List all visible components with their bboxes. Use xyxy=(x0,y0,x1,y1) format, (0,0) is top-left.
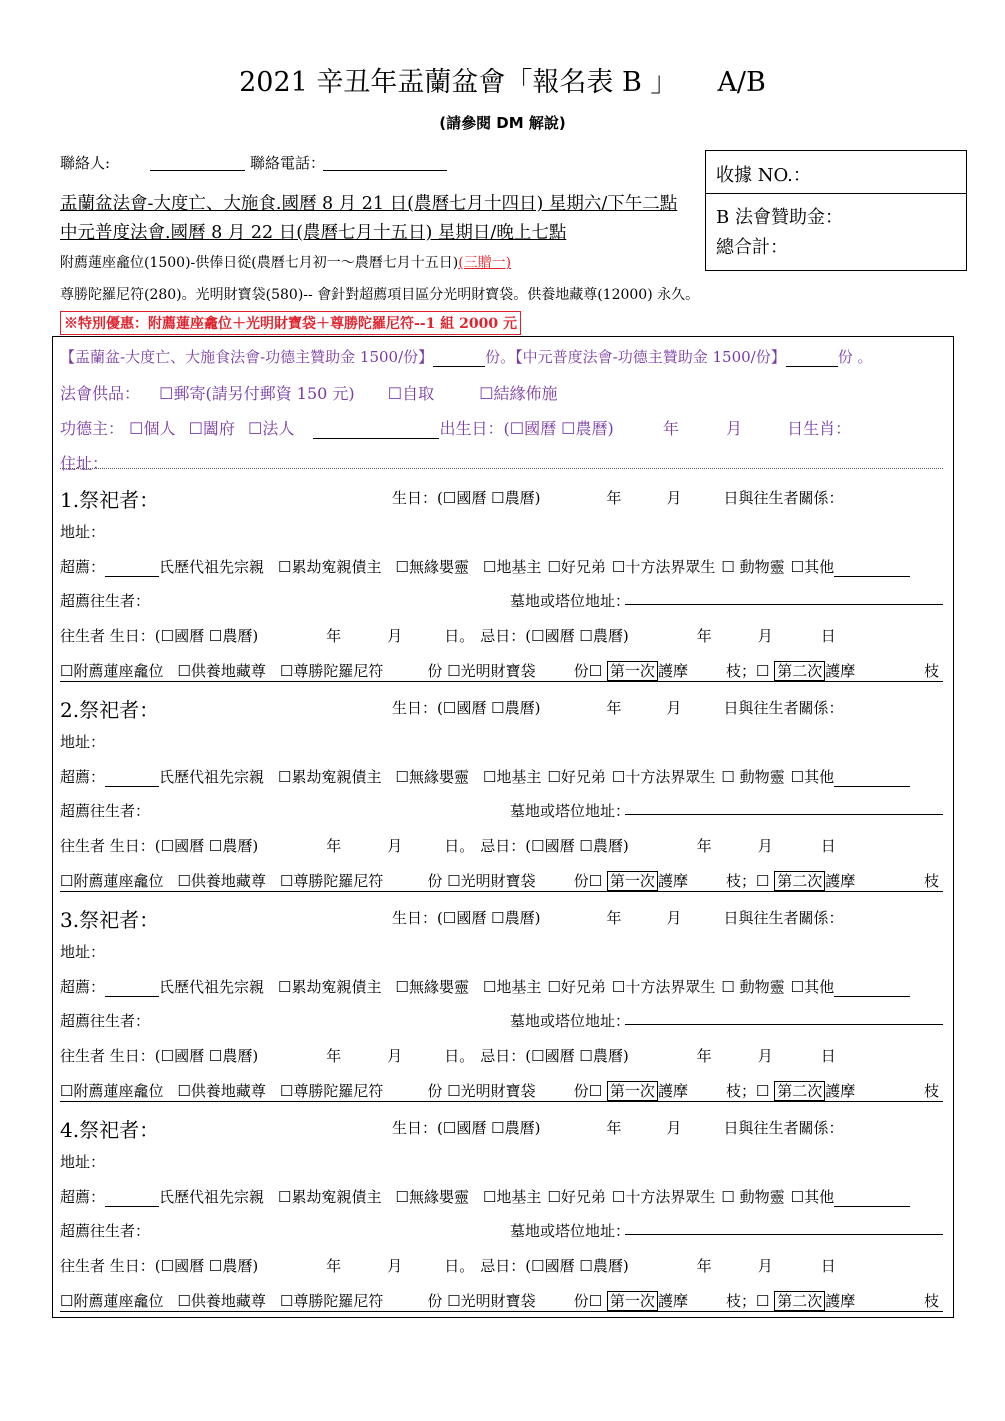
donor-row: 功德主： ☐ 個人 ☐ 闔府 ☐ 法人 出生日：(☐ 國曆 ☐ 農曆) 年 月 日生肖： xyxy=(60,416,851,439)
checkbox-icon xyxy=(491,1119,504,1137)
lunar-calendar-option[interactable]: ☐ 農曆 xyxy=(579,837,622,855)
receipt-amount-cell[interactable] xyxy=(705,193,967,271)
checkbox-icon xyxy=(278,1188,291,1206)
option-other[interactable]: ☐ 其他 xyxy=(791,1188,834,1206)
lunar-calendar-option[interactable]: ☐ 農曆 xyxy=(491,489,534,507)
checkbox-icon xyxy=(579,1257,592,1275)
option-infant-spirits[interactable]: ☐ 無緣嬰靈 xyxy=(396,768,469,786)
items-row: ☐ 附薦蓮座龕位☐ 供養地藏尊☐ 尊勝陀羅尼符 份 ☐ 光明財寶袋 份☐ 第一次 護摩 枝；☐ 第二次 護摩 枝 xyxy=(60,1080,943,1102)
checkbox-icon xyxy=(443,1119,456,1137)
relation-label: 日與往生者關係： xyxy=(723,489,844,507)
checkbox-icon xyxy=(721,768,734,786)
checkbox-icon xyxy=(447,872,460,890)
section-number: 4. xyxy=(60,1118,80,1142)
items-row: ☐ 附薦蓮座龕位☐ 供養地藏尊☐ 尊勝陀羅尼符 份 ☐ 光明財寶袋 份☐ 第一次 護摩 枝；☐ 第二次 護摩 枝 xyxy=(60,1290,943,1312)
checkbox-icon xyxy=(579,837,592,855)
sacrificer-header xyxy=(60,694,159,723)
sacrificer-birth-row: 生日：(☐ 國曆 ☐ 農曆) 年 月 日與往生者關係： xyxy=(392,907,843,928)
option-animal-spirits[interactable]: ☐ 動物靈 xyxy=(721,978,784,996)
option-all-beings[interactable]: ☐ 十方法界眾生 xyxy=(612,978,715,996)
sacrificer-address-label: 地址： xyxy=(60,943,106,961)
checkbox-icon xyxy=(159,384,173,403)
checkbox-icon xyxy=(491,699,504,717)
option-all-beings[interactable]: ☐ 十方法界眾生 xyxy=(612,1188,715,1206)
donor-month-label: 月 xyxy=(725,419,742,438)
checkbox-icon xyxy=(177,1292,190,1310)
solar-calendar-option[interactable]: ☐ 國曆 xyxy=(443,699,486,717)
sacrificer-header xyxy=(60,1114,159,1143)
checkbox-icon xyxy=(483,1188,496,1206)
option-karmic-creditors[interactable]: ☐ 累劫寃親債主 xyxy=(278,558,381,576)
solar-calendar-option[interactable]: ☐ 國曆 xyxy=(161,837,204,855)
option-karmic-creditors[interactable]: ☐ 累劫寃親債主 xyxy=(278,768,381,786)
solar-calendar-option[interactable]: ☐ 國曆 xyxy=(531,837,574,855)
deceased-dates-row: 往生者 生日：(☐ 國曆 ☐ 農曆) 年 月 日。 忌日：(☐ 國曆 ☐ 農曆) 年 月 日 xyxy=(60,625,836,646)
section-number: 2. xyxy=(60,698,80,722)
checkbox-icon[interactable] xyxy=(589,872,602,890)
option-land-lord[interactable]: ☐ 地基主 xyxy=(483,768,541,786)
checkbox-icon xyxy=(561,419,575,438)
donor-label: 功德主： xyxy=(60,419,125,438)
sacrificer-address-label: 地址： xyxy=(60,1153,106,1171)
item-dharani-talisman[interactable]: ☐ 尊勝陀羅尼符 xyxy=(280,1292,383,1310)
contact-phone-label: 聯絡電話： xyxy=(250,154,326,172)
relation-label: 日與往生者關係： xyxy=(723,699,844,717)
checkbox-icon xyxy=(280,662,293,680)
option-other[interactable]: ☐ 其他 xyxy=(791,978,834,996)
chaojian-row: 超薦： 氏歷代祖先宗親☐ 累劫寃親債主☐ 無緣嬰靈☐ 地基主☐ 好兄弟☐ 十方法界眾生☐ 動物靈☐ 其他 xyxy=(60,766,910,787)
checkbox-icon xyxy=(531,1047,544,1065)
checkbox-icon xyxy=(483,558,496,576)
option-other[interactable]: ☐ 其他 xyxy=(791,558,834,576)
item-lotus-seat[interactable]: ☐ 附薦蓮座龕位 xyxy=(60,1292,163,1310)
second-homa-label: 第二次 xyxy=(774,871,825,891)
death-date-label: 忌日：( xyxy=(480,837,532,855)
checkbox-icon xyxy=(447,662,460,680)
checkbox-icon xyxy=(278,768,291,786)
note-lotus-text: 附薦蓮座龕位(1500)-供俸日從(農曆七月初一～農曆七月十五日) xyxy=(60,255,459,271)
receipt-total-label: 總合計： xyxy=(716,237,788,258)
note-items: 尊勝陀羅尼符(280)。光明財寶袋(580)-- 會針對超薦項目區分光明財寶袋。供養地藏尊(12000) 永久。 xyxy=(60,287,700,303)
checkbox-icon xyxy=(547,768,560,786)
checkbox-icon xyxy=(161,1047,174,1065)
contact-person-label: 聯絡人: xyxy=(60,154,111,172)
sacrificer-address-label: 地址： xyxy=(60,523,106,541)
item-lotus-seat[interactable]: ☐ 附薦蓮座龕位 xyxy=(60,1082,163,1100)
sacrificer-header xyxy=(60,904,159,933)
item-treasure-bag[interactable]: ☐ 光明財寶袋 xyxy=(447,872,535,890)
checkbox-icon xyxy=(491,909,504,927)
items-row: ☐ 附薦蓮座龕位☐ 供養地藏尊☐ 尊勝陀羅尼符 份 ☐ 光明財寶袋 份☐ 第一次 護摩 枝；☐ 第二次 護摩 枝 xyxy=(60,870,943,892)
lunar-calendar-option[interactable]: ☐ 農曆 xyxy=(491,909,534,927)
tomb-field[interactable] xyxy=(625,604,943,605)
checkbox-icon xyxy=(396,978,409,996)
checkbox-icon xyxy=(189,419,203,438)
donor-individual-option[interactable]: ☐ 個人 xyxy=(129,419,175,438)
checkbox-icon xyxy=(161,1257,174,1275)
deceased-label: 超薦往生者： xyxy=(60,1222,151,1240)
option-good-brothers[interactable]: ☐ 好兄弟 xyxy=(547,768,605,786)
option-good-brothers[interactable]: ☐ 好兄弟 xyxy=(547,978,605,996)
registration-form-box xyxy=(52,336,954,1318)
checkbox-icon xyxy=(60,1292,73,1310)
first-homa-label: 第一次 xyxy=(607,871,658,891)
merit-zhongyuan-label: 份。【中元普度法會-功德主贊助金 1500/份】 xyxy=(485,348,786,366)
checkbox-icon[interactable] xyxy=(756,1292,769,1310)
note-lotus-red: (三贈一) xyxy=(458,255,512,271)
solar-calendar-option[interactable]: ☐ 國曆 xyxy=(443,489,486,507)
sacrificer-birth-row: 生日：(☐ 國曆 ☐ 農曆) 年 月 日與往生者關係： xyxy=(392,697,843,718)
chaojian-row: 超薦： 氏歷代祖先宗親☐ 累劫寃親債主☐ 無緣嬰靈☐ 地基主☐ 好兄弟☐ 十方法界眾生☐ 動物靈☐ 其他 xyxy=(60,976,910,997)
deceased-label: 超薦往生者： xyxy=(60,802,151,820)
checkbox-icon xyxy=(483,978,496,996)
lunar-calendar-option[interactable]: ☐ 農曆 xyxy=(579,1257,622,1275)
deceased-dates-row: 往生者 生日：(☐ 國曆 ☐ 農曆) 年 月 日。 忌日：(☐ 國曆 ☐ 農曆) 年 月 日 xyxy=(60,1255,836,1276)
item-treasure-bag[interactable]: ☐ 光明財寶袋 xyxy=(447,1292,535,1310)
donor-year-label: 年 xyxy=(662,419,679,438)
checkbox-icon xyxy=(209,627,222,645)
checkbox-icon xyxy=(396,1188,409,1206)
donor-solar-option[interactable]: ☐ 國曆 xyxy=(510,419,556,438)
tomb-label: 墓地或塔位地址： xyxy=(510,1012,631,1030)
tomb-label: 墓地或塔位地址： xyxy=(510,802,631,820)
checkbox-icon xyxy=(579,627,592,645)
checkbox-icon xyxy=(547,1188,560,1206)
item-lotus-seat[interactable]: ☐ 附薦蓮座龕位 xyxy=(60,872,163,890)
option-infant-spirits[interactable]: ☐ 無緣嬰靈 xyxy=(396,978,469,996)
lunar-calendar-option[interactable]: ☐ 農曆 xyxy=(491,1119,534,1137)
checkbox-icon xyxy=(483,768,496,786)
checkbox-icon xyxy=(491,489,504,507)
item-ksitigarbha[interactable]: ☐ 供養地藏尊 xyxy=(177,662,265,680)
checkbox-icon xyxy=(443,909,456,927)
checkbox-icon xyxy=(579,1047,592,1065)
option-all-beings[interactable]: ☐ 十方法界眾生 xyxy=(612,558,715,576)
checkbox-icon xyxy=(791,1188,804,1206)
receipt-no-label: 收據 NO.： xyxy=(716,165,811,186)
item-ksitigarbha[interactable]: ☐ 供養地藏尊 xyxy=(177,872,265,890)
deceased-dates-row: 往生者 生日：(☐ 國曆 ☐ 農曆) 年 月 日。 忌日：(☐ 國曆 ☐ 農曆) 年 月 日 xyxy=(60,835,836,856)
checkbox-icon xyxy=(443,699,456,717)
sacrificer-birth-row: 生日：(☐ 國曆 ☐ 農曆) 年 月 日與往生者關係： xyxy=(392,1117,843,1138)
sacrificer-birth-row: 生日：(☐ 國曆 ☐ 農曆) 年 月 日與往生者關係： xyxy=(392,487,843,508)
other-field[interactable] xyxy=(834,996,910,997)
surname-field[interactable] xyxy=(105,576,159,577)
checkbox-icon xyxy=(447,1292,460,1310)
checkbox-icon xyxy=(177,1082,190,1100)
item-treasure-bag[interactable]: ☐ 光明財寶袋 xyxy=(447,662,535,680)
deceased-label: 超薦往生者： xyxy=(60,1012,151,1030)
sacrificer-label: 祭祀者： xyxy=(79,1118,160,1142)
offering-self-pickup-option[interactable]: ☐ 自取 xyxy=(388,384,434,403)
checkbox-icon xyxy=(612,1188,625,1206)
first-homa-label: 第一次 xyxy=(607,1291,658,1311)
chaojian-row: 超薦： 氏歷代祖先宗親☐ 累劫寃親債主☐ 無緣嬰靈☐ 地基主☐ 好兄弟☐ 十方法界眾生☐ 動物靈☐ 其他 xyxy=(60,556,910,577)
checkbox-icon xyxy=(60,1082,73,1100)
death-date-label: 忌日：( xyxy=(480,1047,532,1065)
sacrificer-address-label: 地址： xyxy=(60,733,106,751)
checkbox-icon xyxy=(161,627,174,645)
checkbox-icon xyxy=(129,419,143,438)
item-ksitigarbha[interactable]: ☐ 供養地藏尊 xyxy=(177,1082,265,1100)
page-title xyxy=(0,60,1005,99)
special-offer: ※特別優惠：附薦蓮座龕位＋光明財寶袋＋尊勝陀羅尼符--1 組 2000 元 xyxy=(60,311,521,335)
donor-birth-label: 出生日：( xyxy=(439,419,510,438)
merit-donation-row xyxy=(60,346,873,367)
section-number: 3. xyxy=(60,908,80,932)
option-animal-spirits[interactable]: ☐ 動物靈 xyxy=(721,768,784,786)
checkbox-icon xyxy=(612,978,625,996)
second-homa-label: 第二次 xyxy=(774,1291,825,1311)
first-homa-label: 第一次 xyxy=(607,1081,658,1101)
option-infant-spirits[interactable]: ☐ 無緣嬰靈 xyxy=(396,558,469,576)
checkbox-icon xyxy=(209,837,222,855)
tomb-label: 墓地或塔位地址： xyxy=(510,592,631,610)
option-animal-spirits[interactable]: ☐ 動物靈 xyxy=(721,1188,784,1206)
option-land-lord[interactable]: ☐ 地基主 xyxy=(483,558,541,576)
chaojian-row: 超薦： 氏歷代祖先宗親☐ 累劫寃親債主☐ 無緣嬰靈☐ 地基主☐ 好兄弟☐ 十方法界眾生☐ 動物靈☐ 其他 xyxy=(60,1186,910,1207)
item-dharani-talisman[interactable]: ☐ 尊勝陀羅尼符 xyxy=(280,1082,383,1100)
checkbox-icon xyxy=(60,662,73,680)
item-dharani-talisman[interactable]: ☐ 尊勝陀羅尼符 xyxy=(280,662,383,680)
lunar-calendar-option[interactable]: ☐ 農曆 xyxy=(579,1047,622,1065)
checkbox-icon xyxy=(280,1082,293,1100)
checkbox-icon xyxy=(209,1257,222,1275)
checkbox-icon xyxy=(443,489,456,507)
lunar-calendar-option[interactable]: ☐ 農曆 xyxy=(209,627,252,645)
checkbox-icon xyxy=(280,1292,293,1310)
sacrificer-label: 祭祀者： xyxy=(79,908,160,932)
donor-address-label: 住址： xyxy=(60,454,109,473)
checkbox-icon xyxy=(791,978,804,996)
item-dharani-talisman[interactable]: ☐ 尊勝陀羅尼符 xyxy=(280,872,383,890)
merit-unit-text: 份 。 xyxy=(837,348,873,366)
other-field[interactable] xyxy=(834,576,910,577)
checkbox-icon xyxy=(547,978,560,996)
surname-field[interactable] xyxy=(105,996,159,997)
checkbox-icon xyxy=(791,768,804,786)
subtitle: (請參閱 DM 解說) xyxy=(439,114,566,132)
checkbox-icon xyxy=(177,662,190,680)
lunar-calendar-option[interactable]: ☐ 農曆 xyxy=(209,1047,252,1065)
item-treasure-bag[interactable]: ☐ 光明財寶袋 xyxy=(447,1082,535,1100)
option-land-lord[interactable]: ☐ 地基主 xyxy=(483,1188,541,1206)
option-karmic-creditors[interactable]: ☐ 累劫寃親債主 xyxy=(278,978,381,996)
checkbox-icon xyxy=(248,419,262,438)
contact-phone-field[interactable] xyxy=(323,170,447,171)
checkbox-icon[interactable] xyxy=(756,1082,769,1100)
second-homa-label: 第二次 xyxy=(774,1081,825,1101)
schedule-line-1: 盂蘭盆法會-大度亡、大施食.國曆 8 月 21 日(農曆七月十四日) 星期六/下午二點 xyxy=(60,194,678,214)
checkbox-icon xyxy=(721,978,734,996)
checkbox-icon xyxy=(60,872,73,890)
tomb-label: 墓地或塔位地址： xyxy=(510,1222,631,1240)
checkbox-icon xyxy=(531,1257,544,1275)
solar-calendar-option[interactable]: ☐ 國曆 xyxy=(443,1119,486,1137)
merit-ullambana-label: 【盂蘭盆-大度亡、大施食法會-功德主贊助金 1500/份】 xyxy=(60,348,434,366)
deceased-label: 超薦往生者： xyxy=(60,592,151,610)
sacrificer-label: 祭祀者： xyxy=(79,698,160,722)
checkbox-icon xyxy=(531,837,544,855)
tomb-field[interactable] xyxy=(625,1234,943,1235)
checkbox-icon xyxy=(278,558,291,576)
option-other[interactable]: ☐ 其他 xyxy=(791,768,834,786)
checkbox-icon xyxy=(161,837,174,855)
donor-corporate-option[interactable]: ☐ 法人 xyxy=(248,419,294,438)
offering-label: 法會供品： xyxy=(60,384,141,403)
solar-calendar-option[interactable]: ☐ 國曆 xyxy=(531,627,574,645)
note-lotus xyxy=(60,252,511,272)
checkbox-icon xyxy=(721,558,734,576)
death-date-label: 忌日：( xyxy=(480,627,532,645)
sacrificer-label: 祭祀者： xyxy=(79,488,160,512)
item-ksitigarbha[interactable]: ☐ 供養地藏尊 xyxy=(177,1292,265,1310)
donor-address-field[interactable] xyxy=(60,468,943,469)
section-number: 1. xyxy=(60,488,80,512)
title-text: 2021 辛丑年盂蘭盆會「報名表 B 」 xyxy=(239,67,678,98)
option-good-brothers[interactable]: ☐ 好兄弟 xyxy=(547,1188,605,1206)
option-infant-spirits[interactable]: ☐ 無緣嬰靈 xyxy=(396,1188,469,1206)
relation-label: 日與往生者關係： xyxy=(723,1119,844,1137)
first-homa-label: 第一次 xyxy=(607,661,658,681)
checkbox-icon xyxy=(177,872,190,890)
offering-row xyxy=(60,381,558,404)
checkbox-icon xyxy=(547,558,560,576)
checkbox-icon xyxy=(209,1047,222,1065)
donor-lunar-option[interactable]: ☐ 農曆 xyxy=(561,419,607,438)
solar-calendar-option[interactable]: ☐ 國曆 xyxy=(161,1047,204,1065)
solar-calendar-option[interactable]: ☐ 國曆 xyxy=(161,627,204,645)
item-lotus-seat[interactable]: ☐ 附薦蓮座龕位 xyxy=(60,662,163,680)
checkbox-icon xyxy=(278,978,291,996)
checkbox-icon[interactable] xyxy=(756,662,769,680)
option-karmic-creditors[interactable]: ☐ 累劫寃親債主 xyxy=(278,1188,381,1206)
solar-calendar-option[interactable]: ☐ 國曆 xyxy=(161,1257,204,1275)
option-animal-spirits[interactable]: ☐ 動物靈 xyxy=(721,558,784,576)
checkbox-icon xyxy=(396,558,409,576)
checkbox-icon xyxy=(531,627,544,645)
offering-donate-option[interactable]: ☐ 結緣佈施 xyxy=(479,384,557,403)
schedule-line-2: 中元普度法會.國曆 8 月 22 日(農曆七月十五日) 星期日/晚上七點 xyxy=(60,223,567,243)
lunar-calendar-option[interactable]: ☐ 農曆 xyxy=(209,837,252,855)
death-date-label: 忌日：( xyxy=(480,1257,532,1275)
merit-ullambana-field[interactable] xyxy=(433,366,485,367)
second-homa-label: 第二次 xyxy=(774,661,825,681)
offering-mail-option[interactable]: ☐ 郵寄(請另付郵資 150 元) xyxy=(159,384,355,403)
surname-field[interactable] xyxy=(105,786,159,787)
checkbox-icon[interactable] xyxy=(589,1292,602,1310)
items-row: ☐ 附薦蓮座龕位☐ 供養地藏尊☐ 尊勝陀羅尼符 份 ☐ 光明財寶袋 份☐ 第一次 護摩 枝；☐ 第二次 護摩 枝 xyxy=(60,660,943,682)
checkbox-icon xyxy=(396,768,409,786)
lunar-calendar-option[interactable]: ☐ 農曆 xyxy=(491,699,534,717)
checkbox-icon xyxy=(510,419,524,438)
contact-person-field[interactable] xyxy=(150,170,245,171)
receipt-box xyxy=(705,150,967,272)
other-field[interactable] xyxy=(834,1206,910,1207)
donor-name-field[interactable] xyxy=(313,438,439,439)
checkbox-icon[interactable] xyxy=(589,662,602,680)
tomb-field[interactable] xyxy=(625,1024,943,1025)
other-field[interactable] xyxy=(834,786,910,787)
surname-field[interactable] xyxy=(105,1206,159,1207)
lunar-calendar-option[interactable]: ☐ 農曆 xyxy=(579,627,622,645)
merit-zhongyuan-field[interactable] xyxy=(786,366,838,367)
checkbox-icon xyxy=(612,768,625,786)
solar-calendar-option[interactable]: ☐ 國曆 xyxy=(443,909,486,927)
tomb-field[interactable] xyxy=(625,814,943,815)
checkbox-icon[interactable] xyxy=(589,1082,602,1100)
option-land-lord[interactable]: ☐ 地基主 xyxy=(483,978,541,996)
lunar-calendar-option[interactable]: ☐ 農曆 xyxy=(209,1257,252,1275)
checkbox-icon xyxy=(612,558,625,576)
sacrificer-header xyxy=(60,484,159,513)
checkbox-icon xyxy=(721,1188,734,1206)
option-all-beings[interactable]: ☐ 十方法界眾生 xyxy=(612,768,715,786)
donor-family-option[interactable]: ☐ 闔府 xyxy=(189,419,235,438)
checkbox-icon xyxy=(447,1082,460,1100)
checkbox-icon xyxy=(280,872,293,890)
receipt-donation-label: B 法會贊助金： xyxy=(716,207,843,228)
deceased-dates-row: 往生者 生日：(☐ 國曆 ☐ 農曆) 年 月 日。 忌日：(☐ 國曆 ☐ 農曆) 年 月 日 xyxy=(60,1045,836,1066)
relation-label: 日與往生者關係： xyxy=(723,909,844,927)
receipt-no-cell[interactable] xyxy=(705,150,967,194)
donor-zodiac-label: 日生肖： xyxy=(787,419,852,438)
checkbox-icon xyxy=(791,558,804,576)
checkbox-icon xyxy=(479,384,493,403)
solar-calendar-option[interactable]: ☐ 國曆 xyxy=(531,1047,574,1065)
title-tag: A/B xyxy=(717,67,766,98)
checkbox-icon xyxy=(388,384,402,403)
option-good-brothers[interactable]: ☐ 好兄弟 xyxy=(547,558,605,576)
solar-calendar-option[interactable]: ☐ 國曆 xyxy=(531,1257,574,1275)
checkbox-icon[interactable] xyxy=(756,872,769,890)
